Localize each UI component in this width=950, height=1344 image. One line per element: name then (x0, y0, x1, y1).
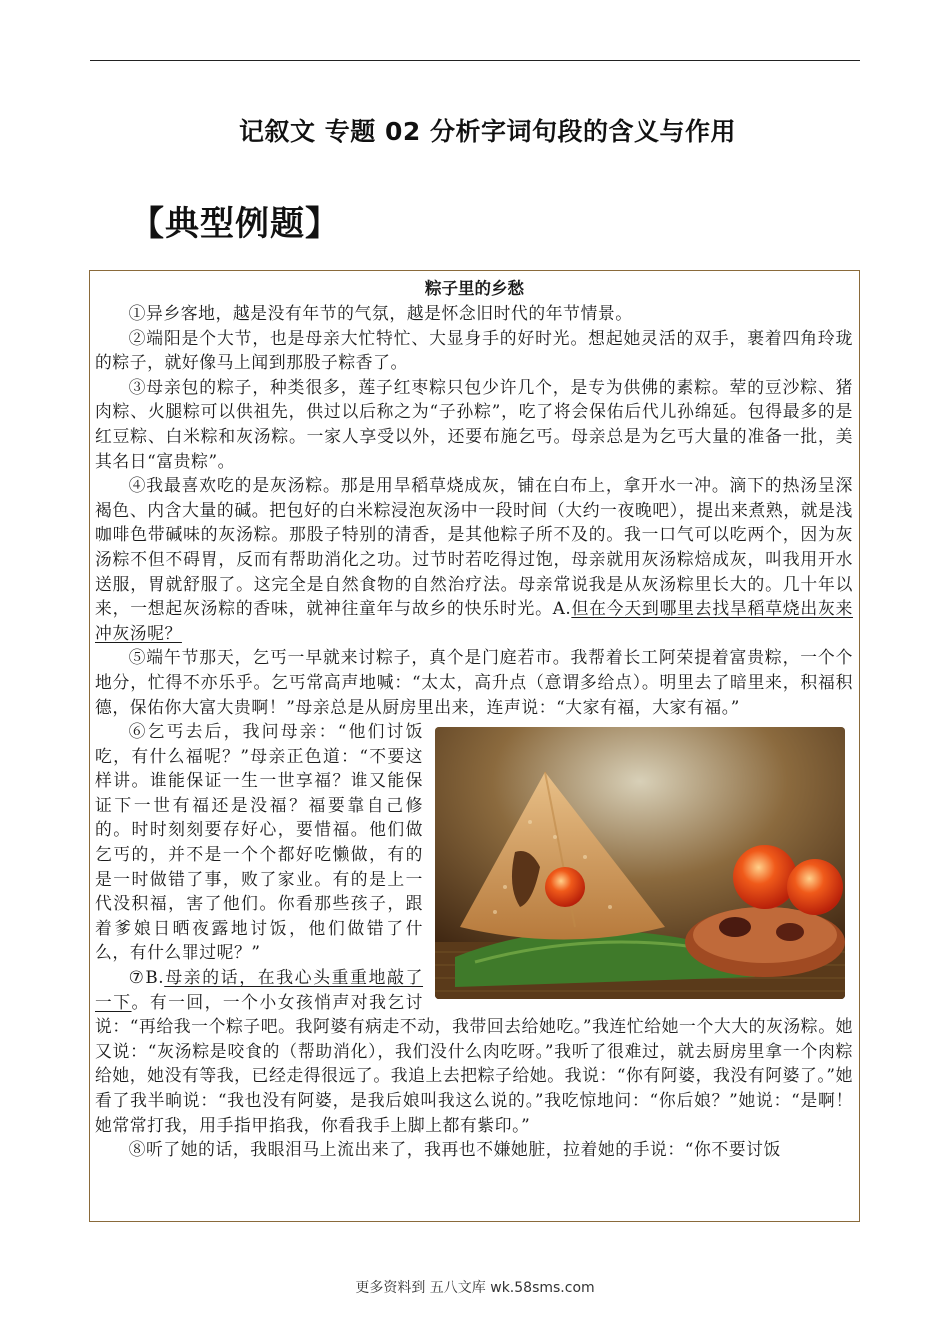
underlined-sentence-b: 母亲的话，在我心头重重地敲了一下 (95, 967, 424, 1012)
paragraph-4-text: ④我最喜欢吃的是灰汤粽。那是用旱稻草烧成灰，铺在白布上，拿开水一冲。滴下的热汤呈深褐色、内含大量的碱。把包好的白米粽浸泡灰汤中一段时间（大约一夜晚吧），提出来煮熟，就是浅咖啡色带碱味的灰汤粽。那股子特别的清香，是其他粽子所不及的。我一口气可以吃两个，因为灰汤粽不但不碍胃，反而有帮助消化之功。过节时若吃得过饱，母亲就用灰汤粽焙成灰，叫我用开水送服，胃就舒服了。这完全是自然食物的自然治疗法。母亲常说我是从灰汤粽里长大的。几十年以来，一想起灰汤粽的香味，就神往童年与故乡的快乐时光。 (95, 475, 853, 619)
zongzi-illustration (435, 727, 845, 999)
paragraph-8: ⑧听了她的话，我眼泪马上流出来了，我再也不嫌她脏，拉着她的手说：“你不要讨饭 (128, 1139, 781, 1160)
header-rule (90, 60, 860, 61)
zongzi-photo (435, 727, 845, 999)
paragraph-1: ①异乡客地，越是没有年节的气氛，越是怀念旧时代的年节情景。 (128, 303, 633, 323)
question-marker-a: A. (552, 598, 572, 619)
paragraph-3: ③母亲包的粽子，种类很多，莲子红枣粽只包少许几个，是专为供佛的素粽。荤的豆沙粽、猪肉粽、火腿粽可以供祖先，供过以后称之为“子孙粽”，吃了将会保佑后代儿孙绵延。包得最多的是红豆粽、白米粽和灰汤粽。一家人享受以外，还要布施乞丐。母亲总是为乞丐大量的准备一批，美其名日“富贵粽”。 (95, 376, 853, 471)
paragraph-2: ②端阳是个大节，也是母亲大忙特忙、大显身手的好时光。想起她灵活的双手，裹着四角玲珑的粽子，就好像马上闻到那股子粽香了。 (95, 327, 853, 373)
document-title: 记叙文 专题 02 分析字词句段的含义与作用 (239, 117, 736, 146)
paragraph-6-text: ⑥乞丐去后，我问母亲：“他们讨饭吃，有什么福呢？”母亲正色道：“不要这样讲。谁能保证一生一世享福？谁又能保证下一世有福还是没福？福要靠自己修的。时时刻刻要存好心，要惜福。他们做乞丐的，并不是一个个都好吃懒做，有的是一时做错了事，败了家业。有的是上一代没积福，害了他们。你看那些孩子，跟着爹娘日晒夜露地讨饭，他们做错了什么，有什么罪过呢？” (95, 721, 423, 963)
passage-body (90, 301, 859, 1162)
paragraph-4 (95, 473, 853, 645)
passage-title: 粽子里的乡愁 (425, 279, 524, 298)
paragraph-7-text: 。有一回，一个小女孩悄声对我乞讨说：“再给我一个粽子吧。我阿婆有病走不动，我带回去给她吃。”我连忙给她一个大大的灰汤粽。她又说：“灰汤粽是咬食的（帮助消化），我们没什么肉吃呀。”我听了很难过，就去厨房里拿一个肉粽给她，她没有等我，已经走得很远了。我追上去把粽子给她。我说：“你有阿婆，我没有阿婆了。”她看了我半晌说：“我也没有阿婆，是我后娘叫我这么说的。”我吃惊地问：“你后娘？”她说：“是啊！她常常打我，用手指甲掐我，你看我手上脚上都有紫印。” (95, 991, 853, 1135)
paragraph-6 (95, 719, 853, 965)
footer-watermark: 更多资料到 五八文库 wk.58sms.com (355, 1280, 595, 1296)
paragraph-5: ⑤端午节那天，乞丐一早就来讨粽子，真个是门庭若市。我帮着长工阿荣提着富贵粽，一个个地分，忙得不亦乐乎。乞丐常高声地喊：“太太，高升点（意谓多给点）。明里去了暗里来，积福积德，保佑你大富大贵啊！”母亲总是从厨房里出来，连声说：“大家有福，大家有福。” (95, 647, 853, 717)
question-marker-b: ⑦B. (128, 967, 165, 988)
underlined-sentence-a: 但在今天到哪里去找旱稻草烧出灰来冲灰汤呢？ (95, 598, 853, 643)
passage-box (89, 270, 860, 1222)
section-heading: 【典型例题】 (130, 204, 340, 244)
